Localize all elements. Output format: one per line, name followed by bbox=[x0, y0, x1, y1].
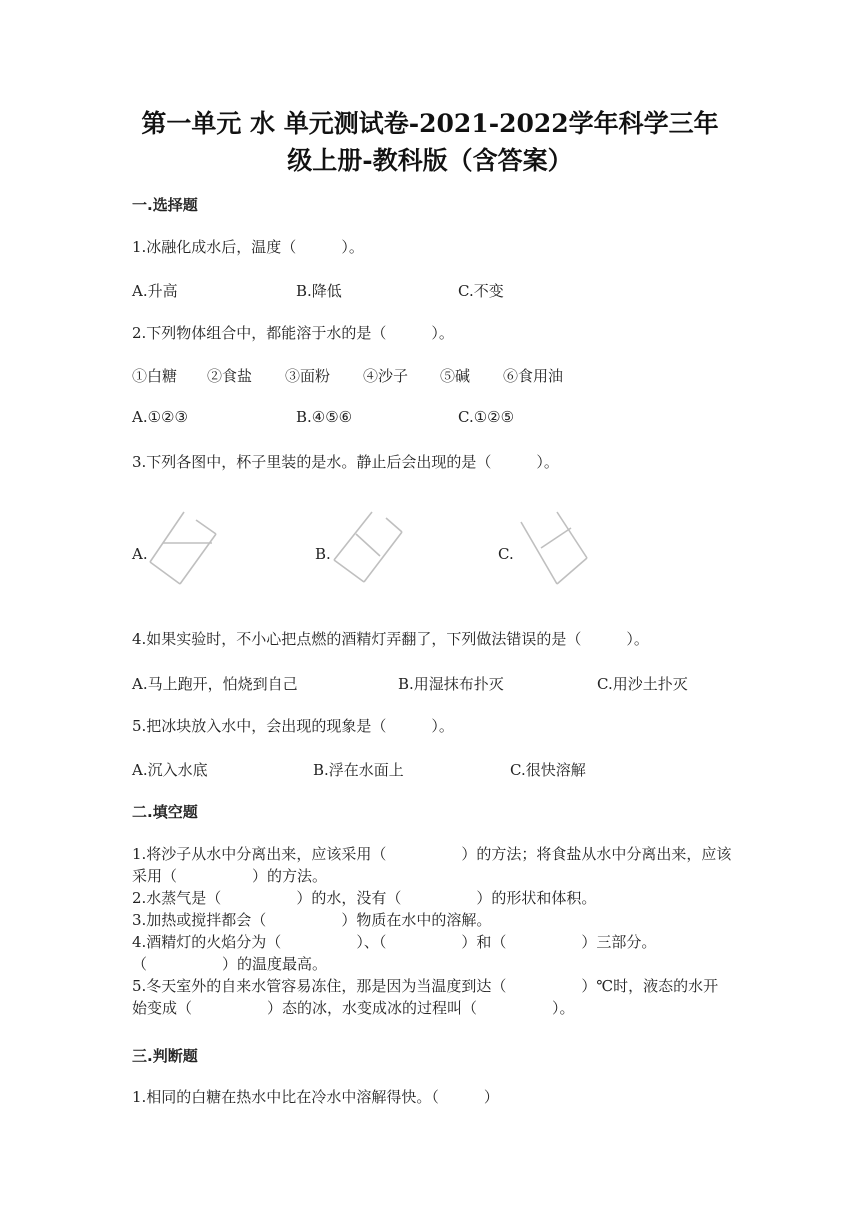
q4-option-a: A.马上跑开，怕烧到自己 bbox=[132, 675, 298, 693]
question-3-stem: 3.下列各图中，杯子里装的是水。静止后会出现的是（ ）。 bbox=[132, 453, 559, 471]
fill-question-2: 2.水蒸气是（ ）的水，没有（ ）的形状和体积。 bbox=[132, 889, 597, 907]
tilted-cup-c-image bbox=[515, 508, 595, 588]
doc-title-line2: 级上册-教科版（含答案） bbox=[287, 146, 573, 175]
q2-option-a: A.①②③ bbox=[132, 408, 188, 426]
q5-option-c: C.很快溶解 bbox=[510, 761, 586, 779]
q2-item: ④沙子 bbox=[363, 367, 409, 385]
section-choice-heading: 一.选择题 bbox=[132, 196, 198, 214]
q2-item: ①白糖 bbox=[132, 367, 178, 385]
section-judge-heading: 三.判断题 bbox=[132, 1047, 198, 1065]
q1-option-c: C.不变 bbox=[458, 282, 504, 300]
doc-title-line1: 第一单元 水 单元测试卷-2021-2022学年科学三年 bbox=[141, 109, 719, 138]
q3-option-b-label: B. bbox=[315, 545, 331, 563]
q2-option-b: B.④⑤⑥ bbox=[296, 408, 353, 426]
fill-question-1: 1.将沙子从水中分离出来，应该采用（ ）的方法；将食盐从水中分离出来，应该采用（ ）的方法。 bbox=[132, 845, 732, 885]
q1-option-a: A.升高 bbox=[132, 282, 178, 300]
q2-item: ②食盐 bbox=[207, 367, 253, 385]
question-5-stem: 5.把冰块放入水中，会出现的现象是（ ）。 bbox=[132, 717, 454, 735]
q3-option-a-label: A. bbox=[132, 545, 148, 563]
question-2-stem: 2.下列物体组合中，都能溶于水的是（ ）。 bbox=[132, 324, 454, 342]
q2-item: ⑥食用油 bbox=[503, 367, 564, 385]
fill-question-5: 5.冬天室外的自来水管容易冻住，那是因为当温度到达（ ）℃时，液态的水开始变成（ ）态的冰，水变成冰的过程叫（ ）。 bbox=[132, 977, 719, 1017]
section-fill-heading: 二.填空题 bbox=[132, 803, 198, 821]
q3-option-c-label: C. bbox=[498, 545, 514, 563]
question-1-stem: 1.冰融化成水后，温度（ ）。 bbox=[132, 238, 364, 256]
q5-option-a: A.沉入水底 bbox=[132, 761, 208, 779]
q2-option-c: C.①②⑤ bbox=[458, 408, 515, 426]
q2-item: ③面粉 bbox=[285, 367, 331, 385]
tilted-cup-a-image bbox=[146, 508, 226, 588]
q4-option-b: B.用湿抹布扑灭 bbox=[398, 675, 504, 693]
judge-question-1: 1.相同的白糖在热水中比在冷水中溶解得快。（ ） bbox=[132, 1088, 499, 1106]
q5-option-b: B.浮在水面上 bbox=[313, 761, 404, 779]
question-4-stem: 4.如果实验时，不小心把点燃的酒精灯弄翻了，下列做法错误的是（ ）。 bbox=[132, 630, 649, 648]
fill-question-4: 4.酒精灯的火焰分为（ ）、（ ）和（ ）三部分。（ ）的温度最高。 bbox=[132, 933, 657, 973]
q2-item: ⑤碱 bbox=[440, 367, 471, 385]
fill-question-3: 3.加热或搅拌都会（ ）物质在水中的溶解。 bbox=[132, 911, 492, 929]
fill-question-list bbox=[132, 843, 732, 1019]
tilted-cup-b-image bbox=[330, 510, 410, 590]
q1-option-b: B.降低 bbox=[296, 282, 342, 300]
q4-option-c: C.用沙土扑灭 bbox=[597, 675, 688, 693]
